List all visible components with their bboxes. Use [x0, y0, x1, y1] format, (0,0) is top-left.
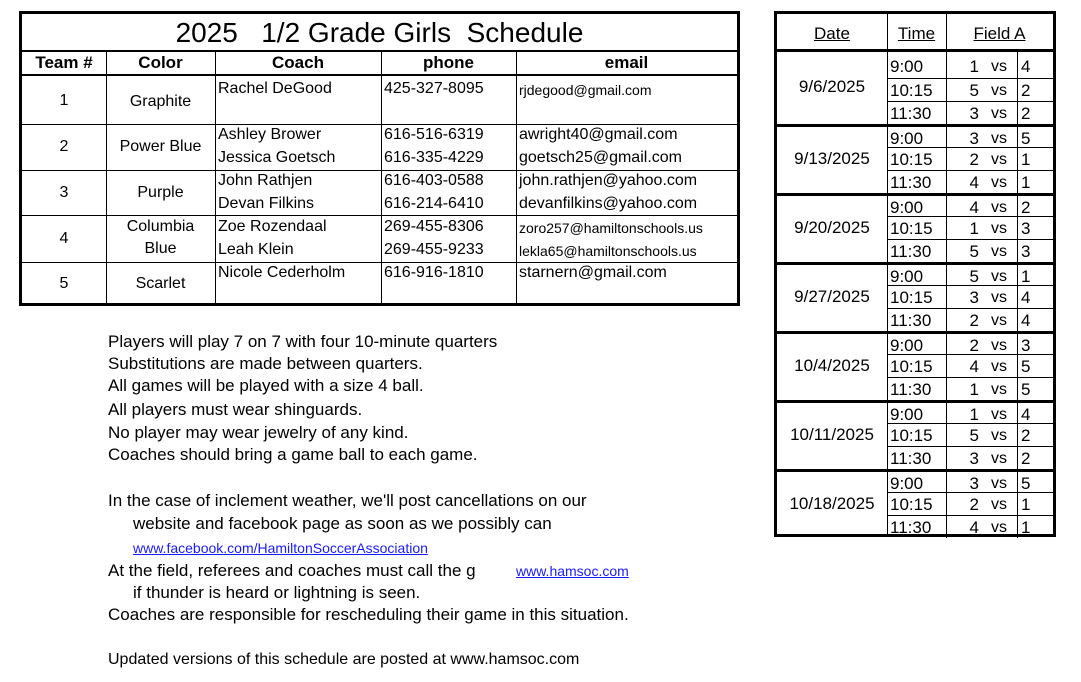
- header-time: Time: [887, 14, 946, 52]
- home-team: 4: [969, 198, 979, 217]
- cell-divider: [946, 148, 947, 170]
- cell-divider: [1017, 102, 1018, 124]
- game-time: 10:15: [890, 81, 933, 100]
- cell-divider: [1017, 493, 1018, 515]
- vs-label: vs: [991, 312, 1007, 329]
- cell-divider: [946, 240, 947, 262]
- coach-name: Ashley Brower: [218, 126, 322, 143]
- home-team: 2: [969, 311, 979, 330]
- cell-divider: [1017, 148, 1018, 170]
- schedule-day-block: [777, 400, 1053, 469]
- away-team: 2: [1021, 104, 1031, 123]
- vs-label: vs: [991, 406, 1007, 423]
- vs-label: vs: [991, 427, 1007, 444]
- game-row: [887, 377, 1053, 400]
- weather-text: In the case of inclement weather, we'll post cancellations on our: [108, 491, 587, 510]
- game-time: 9:00: [890, 198, 924, 217]
- cell-divider: [1017, 378, 1018, 400]
- away-team: 2: [1021, 198, 1031, 217]
- vs-label: vs: [991, 220, 1007, 237]
- header-coach: Coach: [215, 52, 381, 76]
- game-row: [887, 55, 1053, 78]
- vs-label: vs: [991, 105, 1007, 122]
- cell-divider: [1017, 240, 1018, 262]
- coach-email[interactable]: lekla65@hamiltonschools.us: [519, 243, 697, 259]
- home-team: 3: [969, 104, 979, 123]
- vs-label: vs: [991, 174, 1007, 191]
- home-team: 5: [969, 267, 979, 286]
- away-team: 5: [1021, 380, 1031, 399]
- game-row: [887, 354, 1053, 377]
- header-email: email: [516, 52, 737, 76]
- header-color: Color: [106, 52, 215, 76]
- coach-name: Zoe Rozendaal: [218, 218, 327, 235]
- schedule-day-block: [777, 262, 1053, 331]
- rule-text: Players will play 7 on 7 with four 10-minute quarters: [108, 332, 498, 351]
- team-color: Scarlet: [135, 275, 186, 292]
- weather-text: website and facebook page as soon as we possibly can: [133, 514, 552, 533]
- home-team: 5: [969, 242, 979, 261]
- away-team: 3: [1021, 219, 1031, 238]
- away-team: 2: [1021, 81, 1031, 100]
- home-team: 3: [969, 288, 979, 307]
- game-row: [887, 101, 1053, 124]
- home-team: 1: [969, 405, 979, 424]
- cell-divider: [946, 493, 947, 515]
- column-divider: [106, 52, 107, 303]
- game-time: 11:30: [890, 311, 932, 330]
- cell-divider: [946, 424, 947, 446]
- cell-divider: [946, 55, 947, 78]
- column-divider: [516, 52, 517, 303]
- cell-divider: [946, 79, 947, 101]
- vs-label: vs: [991, 199, 1007, 216]
- cell-divider: [1017, 217, 1018, 239]
- facebook-link[interactable]: www.facebook.com/HamiltonSoccerAssociation: [133, 540, 428, 556]
- vs-label: vs: [991, 475, 1007, 492]
- home-team: 5: [969, 426, 979, 445]
- row-divider: [22, 262, 737, 263]
- vs-label: vs: [991, 243, 1007, 260]
- game-time: 10:15: [890, 288, 933, 307]
- game-time: 9:00: [890, 129, 924, 148]
- rule-text: Substitutions are made between quarters.: [108, 354, 423, 373]
- header-field: Field A: [946, 14, 1053, 52]
- game-date: 10/4/2025: [794, 356, 870, 375]
- home-team: 1: [969, 219, 979, 238]
- schedule-day-block: [777, 193, 1053, 262]
- header-date: Date: [777, 14, 887, 52]
- coach-name: Jessica Goetsch: [218, 149, 336, 166]
- away-team: 5: [1021, 129, 1031, 148]
- game-schedule-table: [774, 11, 1056, 537]
- coach-phone: 616-403-0588: [384, 172, 484, 189]
- home-team: 2: [969, 150, 979, 169]
- game-time: 9:00: [890, 474, 924, 493]
- cell-divider: [1017, 79, 1018, 101]
- game-time: 11:30: [890, 173, 932, 192]
- game-row: [887, 170, 1053, 193]
- cell-divider: [1017, 286, 1018, 308]
- game-time: 11:30: [890, 449, 932, 468]
- coach-phone: 425-327-8095: [384, 80, 484, 97]
- cell-divider: [1017, 309, 1018, 331]
- home-team: 2: [969, 336, 979, 355]
- header-team-number: Team #: [22, 52, 106, 76]
- game-time: 11:30: [890, 518, 932, 537]
- team-table: [19, 11, 740, 306]
- schedule-day-block: [777, 469, 1053, 538]
- rule-text: No player may wear jewelry of any kind.: [108, 423, 409, 442]
- coach-email[interactable]: awright40@gmail.com: [519, 126, 678, 143]
- game-date: 10/18/2025: [789, 494, 875, 513]
- team-number: 5: [59, 275, 69, 292]
- away-team: 4: [1021, 405, 1031, 424]
- coach-email[interactable]: goetsch25@gmail.com: [519, 149, 682, 166]
- coach-email[interactable]: starnern@gmail.com: [519, 264, 667, 281]
- game-time: 9:00: [890, 57, 924, 76]
- game-row: [887, 216, 1053, 239]
- away-team: 1: [1021, 150, 1031, 169]
- coach-phone: 616-335-4229: [384, 149, 484, 166]
- coach-email[interactable]: devanfilkins@yahoo.com: [519, 195, 698, 212]
- schedule-day-block: [777, 331, 1053, 400]
- vs-label: vs: [991, 151, 1007, 168]
- team-number: 1: [59, 92, 69, 109]
- game-row: [887, 78, 1053, 101]
- away-team: 1: [1021, 495, 1031, 514]
- coach-phone: 269-455-8306: [384, 218, 484, 235]
- rule-text: All players must wear shinguards.: [108, 400, 363, 419]
- game-time: 10:15: [890, 219, 933, 238]
- game-row: [887, 446, 1053, 469]
- game-time: 11:30: [890, 242, 932, 261]
- game-time: 9:00: [890, 336, 924, 355]
- home-team: 1: [969, 380, 979, 399]
- coach-name: John Rathjen: [218, 172, 313, 189]
- schedule-title: 2025 1/2 Grade Girls Schedule: [22, 14, 737, 52]
- vs-label: vs: [991, 519, 1007, 536]
- vs-label: vs: [991, 130, 1007, 147]
- game-date: 10/11/2025: [790, 425, 874, 444]
- reschedule-text: Coaches are responsible for rescheduling their game in this situation.: [108, 605, 629, 624]
- row-divider: [22, 124, 737, 125]
- game-time: 10:15: [890, 150, 933, 169]
- team-number: 3: [59, 184, 69, 201]
- vs-label: vs: [991, 381, 1007, 398]
- team-color: Power Blue: [119, 138, 202, 155]
- field-text: if thunder is heard or lightning is seen.: [133, 583, 421, 602]
- game-date: 9/20/2025: [794, 218, 870, 237]
- away-team: 1: [1021, 173, 1031, 192]
- vs-label: vs: [991, 289, 1007, 306]
- column-divider: [215, 52, 216, 303]
- cell-divider: [946, 309, 947, 331]
- coach-email[interactable]: rjdegood@gmail.com: [519, 82, 652, 98]
- rule-text: All games will be played with a size 4 ball.: [108, 376, 424, 395]
- coach-phone: 616-916-1810: [384, 264, 484, 281]
- game-time: 11:30: [890, 380, 932, 399]
- game-time: 10:15: [890, 357, 933, 376]
- away-team: 3: [1021, 336, 1031, 355]
- game-row: [887, 285, 1053, 308]
- vs-label: vs: [991, 82, 1007, 99]
- away-team: 4: [1021, 288, 1031, 307]
- rule-text: Coaches should bring a game ball to each game.: [108, 445, 478, 464]
- home-team: 3: [969, 449, 979, 468]
- team-color: Columbia: [126, 218, 195, 235]
- coach-email[interactable]: zoro257@hamiltonschools.us: [519, 220, 703, 236]
- coach-phone: 616-214-6410: [384, 195, 484, 212]
- schedule-day-block: [777, 55, 1053, 124]
- cell-divider: [946, 378, 947, 400]
- row-divider: [22, 215, 737, 216]
- schedule-day-block: [777, 124, 1053, 193]
- column-divider: [381, 52, 382, 303]
- away-team: 2: [1021, 449, 1031, 468]
- team-number: 4: [59, 230, 69, 247]
- game-row: [887, 308, 1053, 331]
- cell-divider: [1017, 171, 1018, 193]
- game-row: [887, 423, 1053, 446]
- away-team: 5: [1021, 474, 1031, 493]
- team-color: Purple: [137, 184, 184, 201]
- cell-divider: [1017, 424, 1018, 446]
- hamsoc-link[interactable]: www.hamsoc.com: [516, 563, 629, 579]
- cell-divider: [946, 447, 947, 469]
- game-row: [887, 492, 1053, 515]
- vs-label: vs: [991, 358, 1007, 375]
- coach-email[interactable]: john.rathjen@yahoo.com: [519, 172, 698, 189]
- vs-label: vs: [991, 450, 1007, 467]
- vs-label: vs: [991, 337, 1007, 354]
- home-team: 3: [969, 129, 979, 148]
- home-team: 4: [969, 173, 979, 192]
- game-row: [887, 515, 1053, 538]
- cell-divider: [946, 286, 947, 308]
- coach-phone: 269-455-9233: [384, 241, 484, 258]
- cell-divider: [946, 516, 947, 538]
- game-date: 9/27/2025: [794, 287, 870, 306]
- game-time: 10:15: [890, 495, 933, 514]
- home-team: 2: [969, 495, 979, 514]
- team-color: Graphite: [129, 93, 192, 110]
- coach-name: Nicole Cederholm: [218, 264, 346, 281]
- game-row: [887, 147, 1053, 170]
- game-date: 9/13/2025: [794, 149, 870, 168]
- cell-divider: [1017, 516, 1018, 538]
- cell-divider: [946, 102, 947, 124]
- coach-name: Leah Klein: [218, 241, 294, 258]
- away-team: 3: [1021, 242, 1031, 261]
- header-phone: phone: [381, 52, 516, 76]
- cell-divider: [946, 355, 947, 377]
- away-team: 4: [1021, 311, 1031, 330]
- coach-phone: 616-516-6319: [384, 126, 484, 143]
- cell-divider: [1017, 447, 1018, 469]
- cell-divider: [1017, 355, 1018, 377]
- game-time: 9:00: [890, 405, 924, 424]
- cell-divider: [946, 217, 947, 239]
- game-date: 9/6/2025: [798, 77, 866, 96]
- game-time: 10:15: [890, 426, 933, 445]
- row-divider: [22, 170, 737, 171]
- home-team: 4: [969, 518, 979, 537]
- team-number: 2: [59, 138, 69, 155]
- field-text: At the field, referees and coaches must call the g: [108, 561, 476, 580]
- away-team: 4: [1021, 57, 1031, 76]
- home-team: 1: [969, 57, 979, 76]
- home-team: 3: [969, 474, 979, 493]
- game-time: 9:00: [890, 267, 924, 286]
- game-row: [887, 239, 1053, 262]
- home-team: 5: [969, 81, 979, 100]
- updated-text: Updated versions of this schedule are posted at www.hamsoc.com: [108, 651, 580, 668]
- vs-label: vs: [991, 58, 1007, 75]
- away-team: 2: [1021, 426, 1031, 445]
- home-team: 4: [969, 357, 979, 376]
- away-team: 5: [1021, 357, 1031, 376]
- vs-label: vs: [991, 496, 1007, 513]
- cell-divider: [946, 171, 947, 193]
- away-team: 1: [1021, 518, 1031, 537]
- game-time: 11:30: [890, 104, 932, 123]
- vs-label: vs: [991, 268, 1007, 285]
- away-team: 1: [1021, 267, 1031, 286]
- coach-name: Devan Filkins: [218, 195, 315, 212]
- cell-divider: [1017, 55, 1018, 78]
- team-color: Blue: [144, 240, 177, 257]
- coach-name: Rachel DeGood: [218, 80, 332, 97]
